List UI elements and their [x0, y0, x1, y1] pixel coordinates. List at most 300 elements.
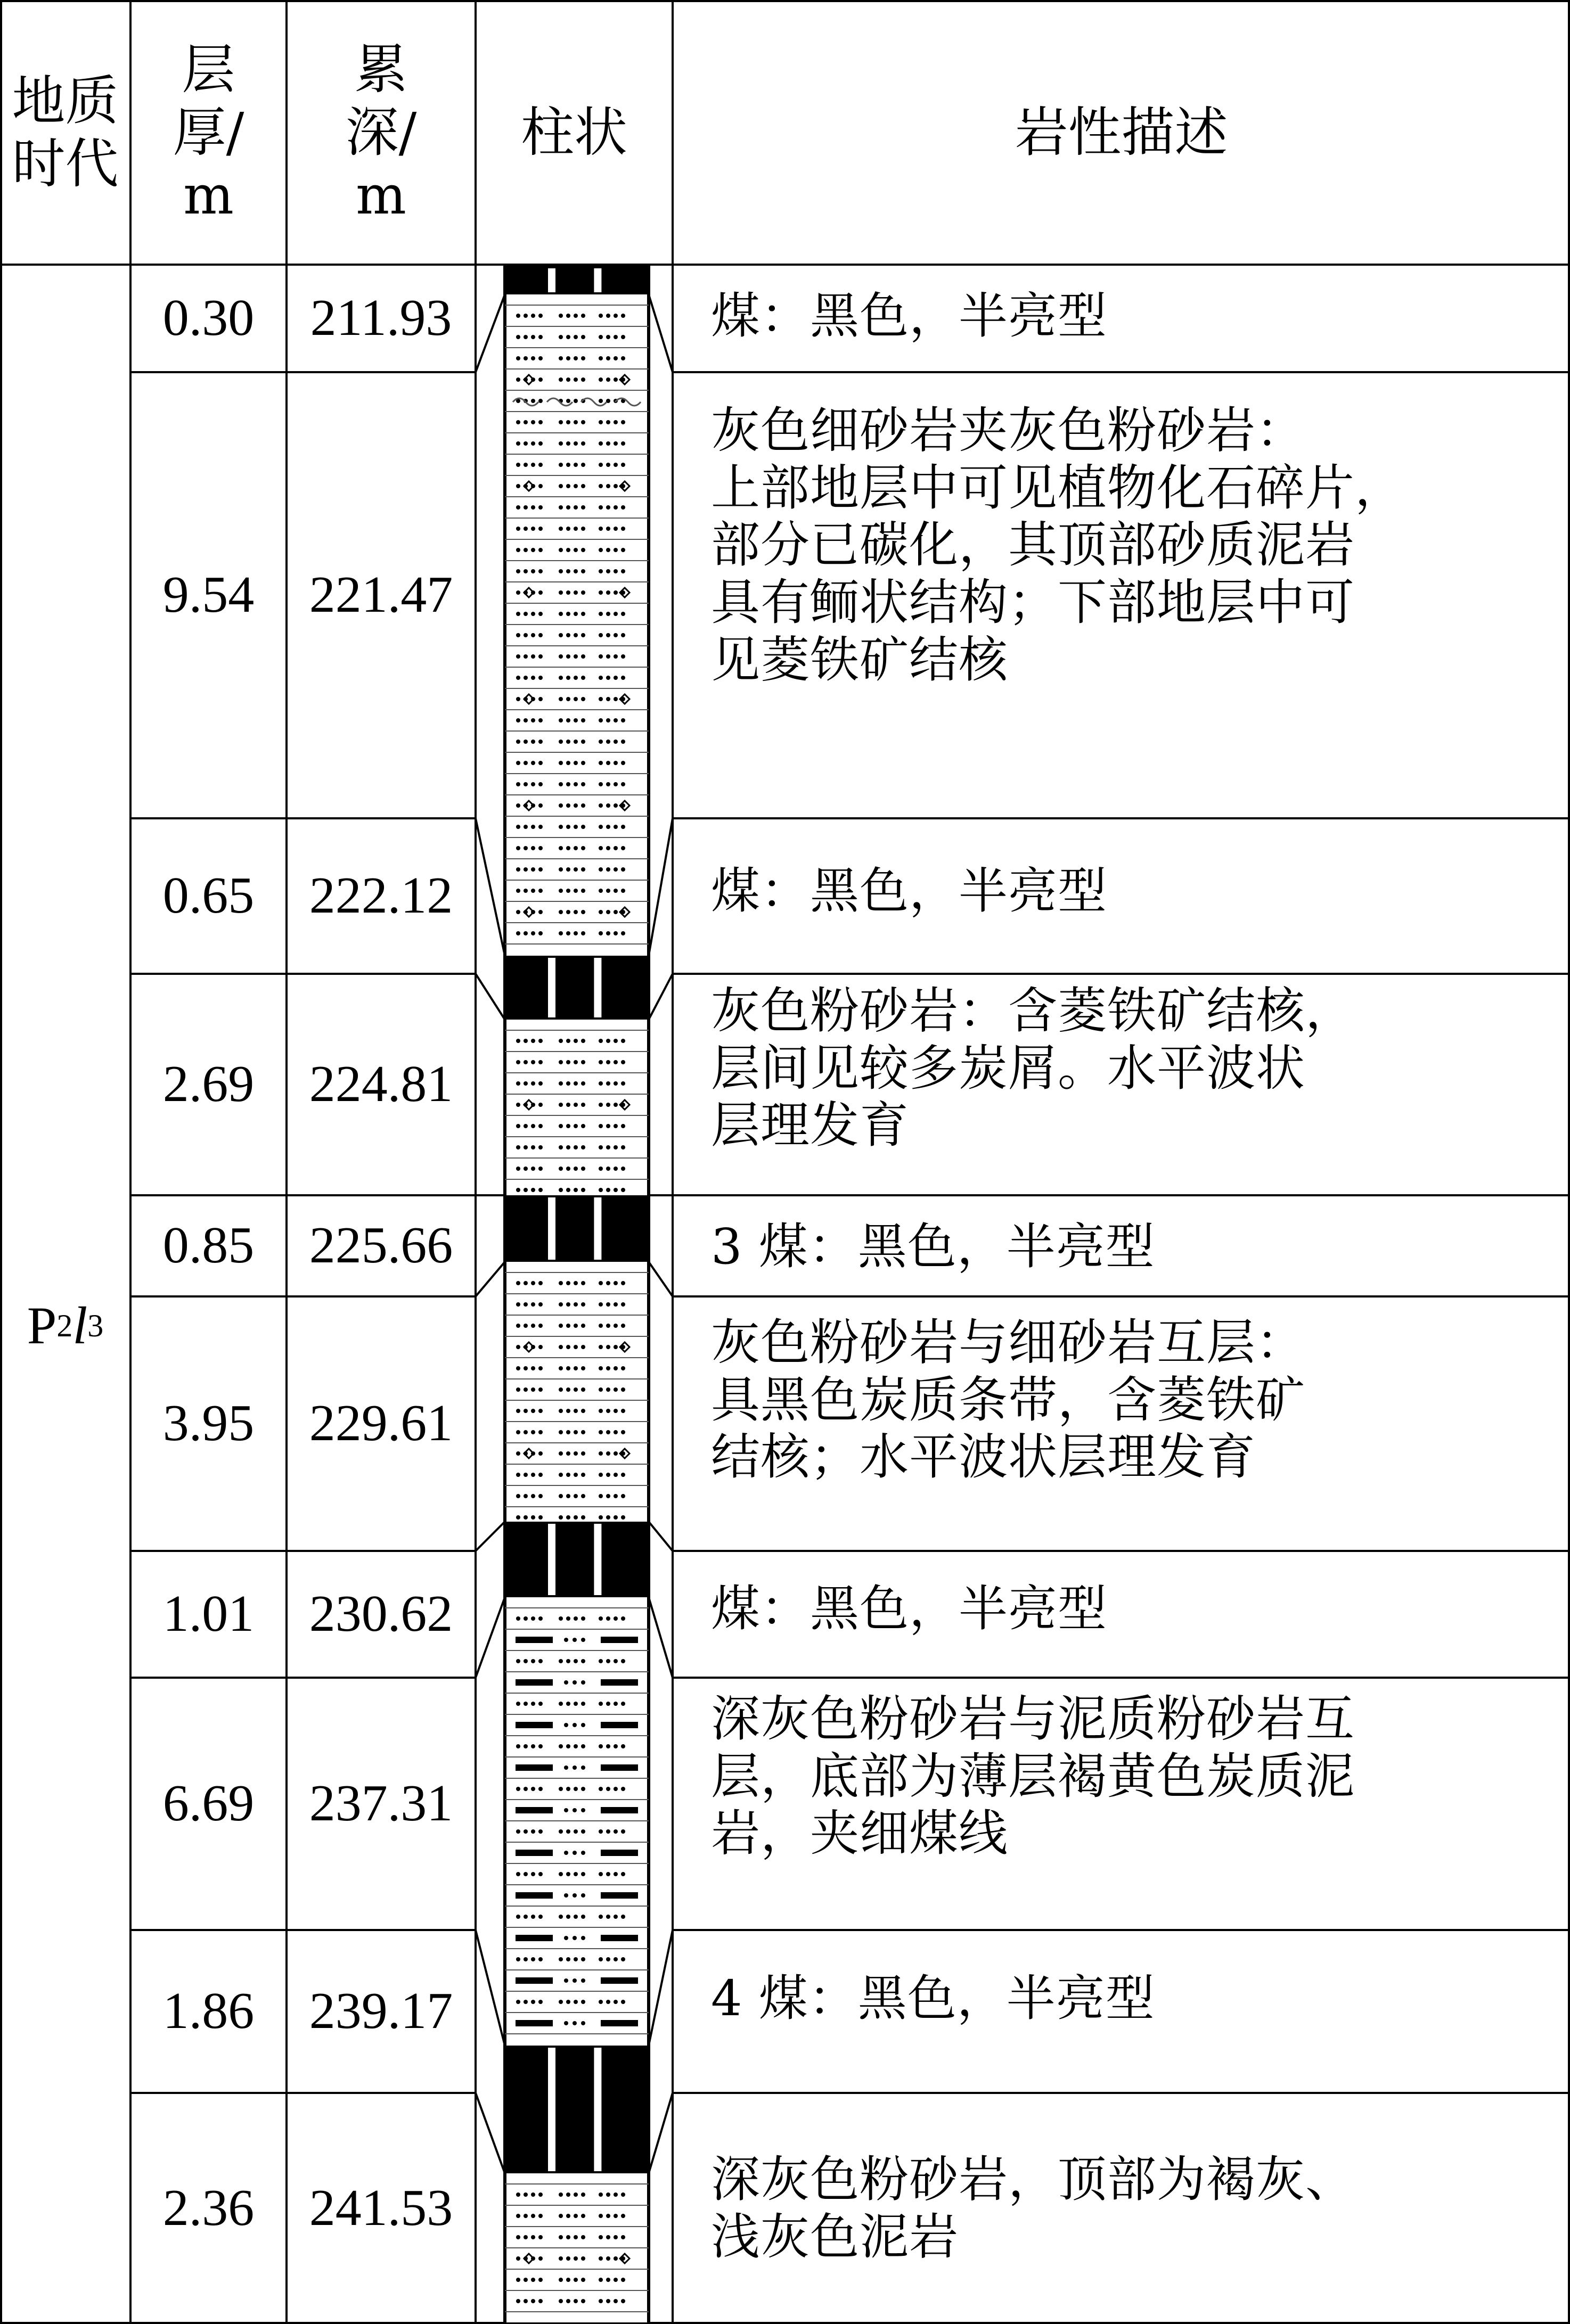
connector-right — [649, 1597, 673, 1678]
sand-dot — [621, 441, 625, 446]
coal-cleat — [548, 1197, 555, 1260]
sand-dot — [574, 1345, 578, 1349]
sand-dot — [566, 2235, 570, 2239]
sand-dot — [606, 1345, 610, 1349]
sand-dot — [581, 441, 585, 446]
sand-dot — [614, 548, 618, 552]
layer-thickness: 6.69 — [162, 1775, 255, 1833]
layer-description: 煤：黑色，半亮型 — [711, 288, 1108, 344]
sand-dot — [559, 740, 563, 744]
sand-dot — [559, 2192, 563, 2197]
sand-dot — [599, 782, 603, 786]
sand-dot — [614, 1829, 618, 1834]
sand-dot — [524, 2235, 528, 2239]
coal-seam — [505, 1522, 649, 1597]
sand-dot — [524, 1787, 528, 1791]
sand-dot — [621, 1167, 625, 1171]
sand-dot — [574, 889, 578, 893]
sand-dot — [606, 1039, 610, 1043]
sand-dot — [524, 2214, 528, 2218]
era-label — [0, 1278, 130, 1374]
sand-dot — [516, 1302, 520, 1307]
sand-dot — [524, 889, 528, 893]
sand-dot — [559, 1915, 563, 1919]
sand-dot — [614, 1494, 618, 1498]
sand-dot — [559, 1659, 563, 1663]
layer-depth: 225.66 — [309, 1217, 453, 1275]
column-layer — [505, 266, 649, 294]
sand-dot — [599, 1103, 603, 1107]
sand-dot — [621, 1515, 625, 1520]
sand-dot — [581, 1851, 585, 1855]
sand-dot — [559, 718, 563, 722]
layer-thickness: 0.85 — [162, 1217, 255, 1275]
sand-dot — [581, 505, 585, 510]
sand-dot — [614, 1188, 618, 1192]
sand-dot — [606, 1872, 610, 1876]
sand-dot — [566, 1302, 570, 1307]
sand-dot — [606, 2214, 610, 2218]
sand-dot — [581, 931, 585, 935]
sand-dot — [614, 782, 618, 786]
sand-dot — [574, 803, 578, 808]
sand-dot — [566, 654, 570, 659]
sand-dot — [621, 1302, 625, 1307]
carbonaceous-streak — [516, 1637, 553, 1643]
sand-dot — [581, 1302, 585, 1307]
sand-dot — [516, 1616, 520, 1621]
sand-dot — [599, 1387, 603, 1392]
sand-dot — [621, 2000, 625, 2004]
sand-dot — [559, 654, 563, 659]
sand-dot — [559, 335, 563, 339]
sand-dot — [581, 314, 585, 318]
sand-dot — [531, 633, 535, 637]
sand-dot — [621, 2214, 625, 2218]
sand-dot — [566, 697, 570, 701]
sand-dot — [581, 761, 585, 765]
sand-dot — [524, 761, 528, 765]
sand-dot — [599, 612, 603, 616]
sand-dot — [566, 569, 570, 573]
sand-dot — [606, 1702, 610, 1706]
sand-dot — [599, 2299, 603, 2303]
connector-left — [476, 974, 505, 1020]
sand-dot — [524, 463, 528, 467]
sand-dot — [614, 697, 618, 701]
sand-dot — [574, 1787, 578, 1791]
sand-dot — [599, 441, 603, 446]
sand-dot — [524, 1281, 528, 1285]
sand-dot — [581, 740, 585, 744]
sand-dot — [538, 2278, 543, 2282]
sand-dot — [538, 356, 543, 360]
sand-dot — [599, 1145, 603, 1149]
header-era-text: 地质 时代 — [12, 69, 119, 195]
sand-dot — [581, 612, 585, 616]
era-sup: 3 — [87, 1308, 104, 1343]
sand-dot — [564, 2021, 568, 2025]
layer-thickness: 2.69 — [162, 1055, 255, 1113]
sand-dot — [516, 335, 520, 339]
sand-dot — [599, 676, 603, 680]
layer-depth: 229.61 — [309, 1394, 453, 1452]
sand-dot — [524, 1124, 528, 1128]
sand-dot — [614, 1616, 618, 1621]
sand-dot — [531, 654, 535, 659]
sand-dot — [574, 1473, 578, 1477]
sand-dot — [621, 1387, 625, 1392]
sand-dot — [566, 1744, 570, 1748]
sand-dot — [559, 377, 563, 382]
sand-dot — [573, 1936, 577, 1940]
sand-dot — [559, 2278, 563, 2282]
sand-dot — [614, 2299, 618, 2303]
sand-dot — [531, 761, 535, 765]
sand-dot — [516, 1473, 520, 1477]
sand-dot — [516, 2000, 520, 2004]
sand-dot — [581, 2299, 585, 2303]
sand-dot — [606, 931, 610, 935]
sand-dot — [516, 2278, 520, 2282]
sand-dot — [559, 1039, 563, 1043]
sand-dot — [538, 377, 543, 382]
layer-description: 深灰色粉砂岩，顶部为褐灰、 浅灰色泥岩 — [711, 2151, 1355, 2265]
sand-dot — [559, 527, 563, 531]
sand-dot — [574, 1915, 578, 1919]
sand-dot — [574, 1145, 578, 1149]
sand-dot — [621, 740, 625, 744]
sand-dot — [559, 1103, 563, 1107]
sand-dot — [581, 463, 585, 467]
coal-seam — [505, 956, 649, 1020]
connector-right — [649, 2093, 673, 2173]
sand-dot — [559, 1167, 563, 1171]
sand-dot — [559, 1081, 563, 1086]
sand-dot — [531, 1060, 535, 1064]
sand-dot — [614, 1430, 618, 1434]
sand-dot — [621, 1872, 625, 1876]
layer-description: 4 煤：黑色，半亮型 — [711, 1970, 1155, 2027]
sand-dot — [516, 356, 520, 360]
sand-dot — [524, 1616, 528, 1621]
sand-dot — [516, 1451, 520, 1456]
sand-dot — [524, 1167, 528, 1171]
sand-dot — [581, 1515, 585, 1520]
sand-dot — [524, 1702, 528, 1706]
sand-dot — [599, 1081, 603, 1086]
sand-dot — [614, 1957, 618, 1961]
sand-dot — [621, 1430, 625, 1434]
sand-dot — [614, 569, 618, 573]
sand-dot — [524, 740, 528, 744]
sand-dot — [538, 527, 543, 531]
connector-right — [649, 1930, 673, 2046]
sand-dot — [531, 1872, 535, 1876]
sand-dot — [599, 1616, 603, 1621]
sand-dot — [614, 761, 618, 765]
sand-dot — [566, 1145, 570, 1149]
sand-dot — [574, 1744, 578, 1748]
carbonaceous-streak — [601, 1807, 638, 1813]
carbonaceous-streak — [601, 1935, 638, 1941]
header-description-text: 岩性描述 — [1015, 101, 1228, 163]
sand-dot — [566, 1039, 570, 1043]
sand-dot — [574, 527, 578, 531]
sand-dot — [581, 356, 585, 360]
sand-dot — [531, 718, 535, 722]
sand-dot — [599, 1324, 603, 1328]
sand-dot — [566, 1060, 570, 1064]
coal-cleat — [548, 268, 555, 292]
sand-dot — [581, 633, 585, 637]
sand-dot — [531, 1829, 535, 1834]
sand-dot — [614, 1039, 618, 1043]
sand-dot — [581, 718, 585, 722]
sand-dot — [573, 1978, 577, 1983]
sand-dot — [599, 1515, 603, 1520]
sand-dot — [574, 1081, 578, 1086]
coal-cleat — [548, 2048, 555, 2171]
sand-dot — [538, 1103, 543, 1107]
sand-dot — [559, 1787, 563, 1791]
sand-dot — [516, 1430, 520, 1434]
sand-dot — [559, 2256, 563, 2261]
sand-dot — [531, 1957, 535, 1961]
sand-dot — [538, 1659, 543, 1663]
sand-dot — [566, 1957, 570, 1961]
sand-dot — [573, 1893, 577, 1898]
sand-dot — [538, 1302, 543, 1307]
sand-dot — [566, 1494, 570, 1498]
sand-dot — [538, 1409, 543, 1413]
sand-dot — [559, 1616, 563, 1621]
sand-dot — [538, 399, 543, 403]
sand-dot — [599, 1281, 603, 1285]
sand-dot — [566, 1103, 570, 1107]
sand-dot — [574, 377, 578, 382]
sand-dot — [516, 2299, 520, 2303]
sand-dot — [574, 356, 578, 360]
sand-dot — [524, 1145, 528, 1149]
sand-dot — [614, 441, 618, 446]
sand-dot — [566, 335, 570, 339]
sand-dot — [538, 463, 543, 467]
sand-dot — [564, 1978, 568, 1983]
sand-dot — [614, 1124, 618, 1128]
sand-dot — [559, 548, 563, 552]
sand-dot — [559, 676, 563, 680]
sand-dot — [566, 633, 570, 637]
sand-dot — [531, 867, 535, 872]
sand-dot — [581, 1060, 585, 1064]
sand-dot — [606, 1387, 610, 1392]
sand-dot — [538, 505, 543, 510]
layer-thickness: 2.36 — [162, 2179, 255, 2237]
sand-dot — [581, 527, 585, 531]
sand-dot — [566, 2278, 570, 2282]
header-thickness-text: 层 厚/ m — [173, 38, 244, 226]
sand-dot — [573, 1808, 577, 1812]
sand-dot — [581, 1978, 585, 1983]
sand-dot — [516, 314, 520, 318]
sand-dot — [599, 505, 603, 510]
sand-dot — [606, 1515, 610, 1520]
layer-depth: 211.93 — [310, 289, 452, 347]
sand-dot — [574, 1188, 578, 1192]
sand-dot — [574, 1366, 578, 1370]
sand-dot — [574, 1324, 578, 1328]
sand-dot — [559, 2299, 563, 2303]
sand-dot — [599, 910, 603, 914]
sand-dot — [606, 1167, 610, 1171]
sand-dot — [538, 314, 543, 318]
sand-dot — [538, 612, 543, 616]
sand-dot — [621, 612, 625, 616]
sand-dot — [531, 527, 535, 531]
sand-dot — [599, 399, 603, 403]
sand-dot — [559, 782, 563, 786]
sand-dot — [574, 484, 578, 488]
sand-dot — [599, 1430, 603, 1434]
sand-dot — [581, 377, 585, 382]
coal-cleat — [548, 1524, 555, 1595]
sand-dot — [566, 1387, 570, 1392]
layer-depth: 239.17 — [309, 1982, 453, 2040]
sand-dot — [573, 1851, 577, 1855]
sand-dot — [581, 2021, 585, 2025]
sand-dot — [599, 718, 603, 722]
sand-dot — [566, 782, 570, 786]
sand-dot — [538, 441, 543, 446]
sand-dot — [524, 2000, 528, 2004]
sand-dot — [566, 910, 570, 914]
sand-dot — [574, 1659, 578, 1663]
column-layer — [505, 2046, 649, 2173]
sand-dot — [516, 590, 520, 595]
sand-dot — [516, 2192, 520, 2197]
carbonaceous-streak — [516, 2020, 553, 2026]
sand-dot — [581, 1829, 585, 1834]
sand-dot — [538, 1324, 543, 1328]
sand-dot — [581, 1430, 585, 1434]
sand-dot — [606, 1616, 610, 1621]
sand-dot — [524, 1957, 528, 1961]
connector-left — [476, 818, 505, 956]
carbonaceous-streak — [601, 1679, 638, 1686]
sand-dot — [574, 335, 578, 339]
sand-dot — [614, 1872, 618, 1876]
sand-dot — [531, 356, 535, 360]
sand-dot — [559, 2214, 563, 2218]
sand-dot — [516, 846, 520, 850]
sand-dot — [574, 1616, 578, 1621]
sand-dot — [574, 1409, 578, 1413]
sand-dot — [599, 1829, 603, 1834]
sand-dot — [531, 2278, 535, 2282]
sand-dot — [621, 1366, 625, 1370]
sand-dot — [581, 1345, 585, 1349]
sand-dot — [524, 867, 528, 872]
sand-dot — [538, 2235, 543, 2239]
sand-dot — [621, 1039, 625, 1043]
sand-dot — [606, 1060, 610, 1064]
sand-dot — [574, 463, 578, 467]
sand-dot — [581, 889, 585, 893]
carbonaceous-streak — [601, 1850, 638, 1856]
sand-dot — [599, 2278, 603, 2282]
sand-dot — [599, 654, 603, 659]
header-depth-text: 累 深/ m — [345, 38, 417, 226]
sand-dot — [516, 867, 520, 872]
sand-dot — [566, 2192, 570, 2197]
sand-dot — [599, 590, 603, 595]
sand-dot — [581, 676, 585, 680]
sand-dot — [566, 356, 570, 360]
sand-dot — [538, 1515, 543, 1520]
sand-dot — [606, 633, 610, 637]
sand-dot — [614, 2278, 618, 2282]
sand-dot — [566, 612, 570, 616]
sand-dot — [531, 335, 535, 339]
sand-dot — [516, 527, 520, 531]
sand-dot — [538, 1473, 543, 1477]
sand-dot — [581, 1281, 585, 1285]
sand-dot — [516, 377, 520, 382]
sand-dot — [566, 761, 570, 765]
sand-dot — [621, 2278, 625, 2282]
sand-dot — [599, 1872, 603, 1876]
sand-dot — [538, 1829, 543, 1834]
sand-dot — [606, 463, 610, 467]
sand-dot — [538, 484, 543, 488]
sand-dot — [606, 1659, 610, 1663]
sand-dot — [566, 1345, 570, 1349]
sand-dot — [581, 1744, 585, 1748]
coal-cleat — [594, 1197, 601, 1260]
sand-dot — [606, 1081, 610, 1086]
layer-description: 煤：黑色，半亮型 — [711, 863, 1108, 919]
sand-dot — [599, 314, 603, 318]
sand-dot — [599, 803, 603, 808]
sand-dot — [581, 910, 585, 914]
sand-dot — [566, 505, 570, 510]
sand-dot — [524, 1081, 528, 1086]
sand-dot — [621, 1124, 625, 1128]
sand-dot — [516, 1103, 520, 1107]
sand-dot — [516, 1060, 520, 1064]
sand-dot — [599, 1167, 603, 1171]
sand-dot — [516, 1659, 520, 1663]
layer-depth: 241.53 — [309, 2179, 453, 2237]
sand-dot — [566, 1324, 570, 1328]
sand-dot — [599, 846, 603, 850]
carbonaceous-streak — [601, 1637, 638, 1643]
sand-dot — [516, 1787, 520, 1791]
sand-dot — [531, 1145, 535, 1149]
sand-dot — [516, 1915, 520, 1919]
sand-dot — [564, 1851, 568, 1855]
sand-dot — [559, 846, 563, 850]
sand-dot — [524, 1744, 528, 1748]
sand-dot — [606, 1957, 610, 1961]
sand-dot — [574, 718, 578, 722]
sand-dot — [573, 2021, 577, 2025]
sand-dot — [531, 441, 535, 446]
sand-dot — [614, 335, 618, 339]
sand-dot — [574, 2214, 578, 2218]
sand-dot — [559, 612, 563, 616]
